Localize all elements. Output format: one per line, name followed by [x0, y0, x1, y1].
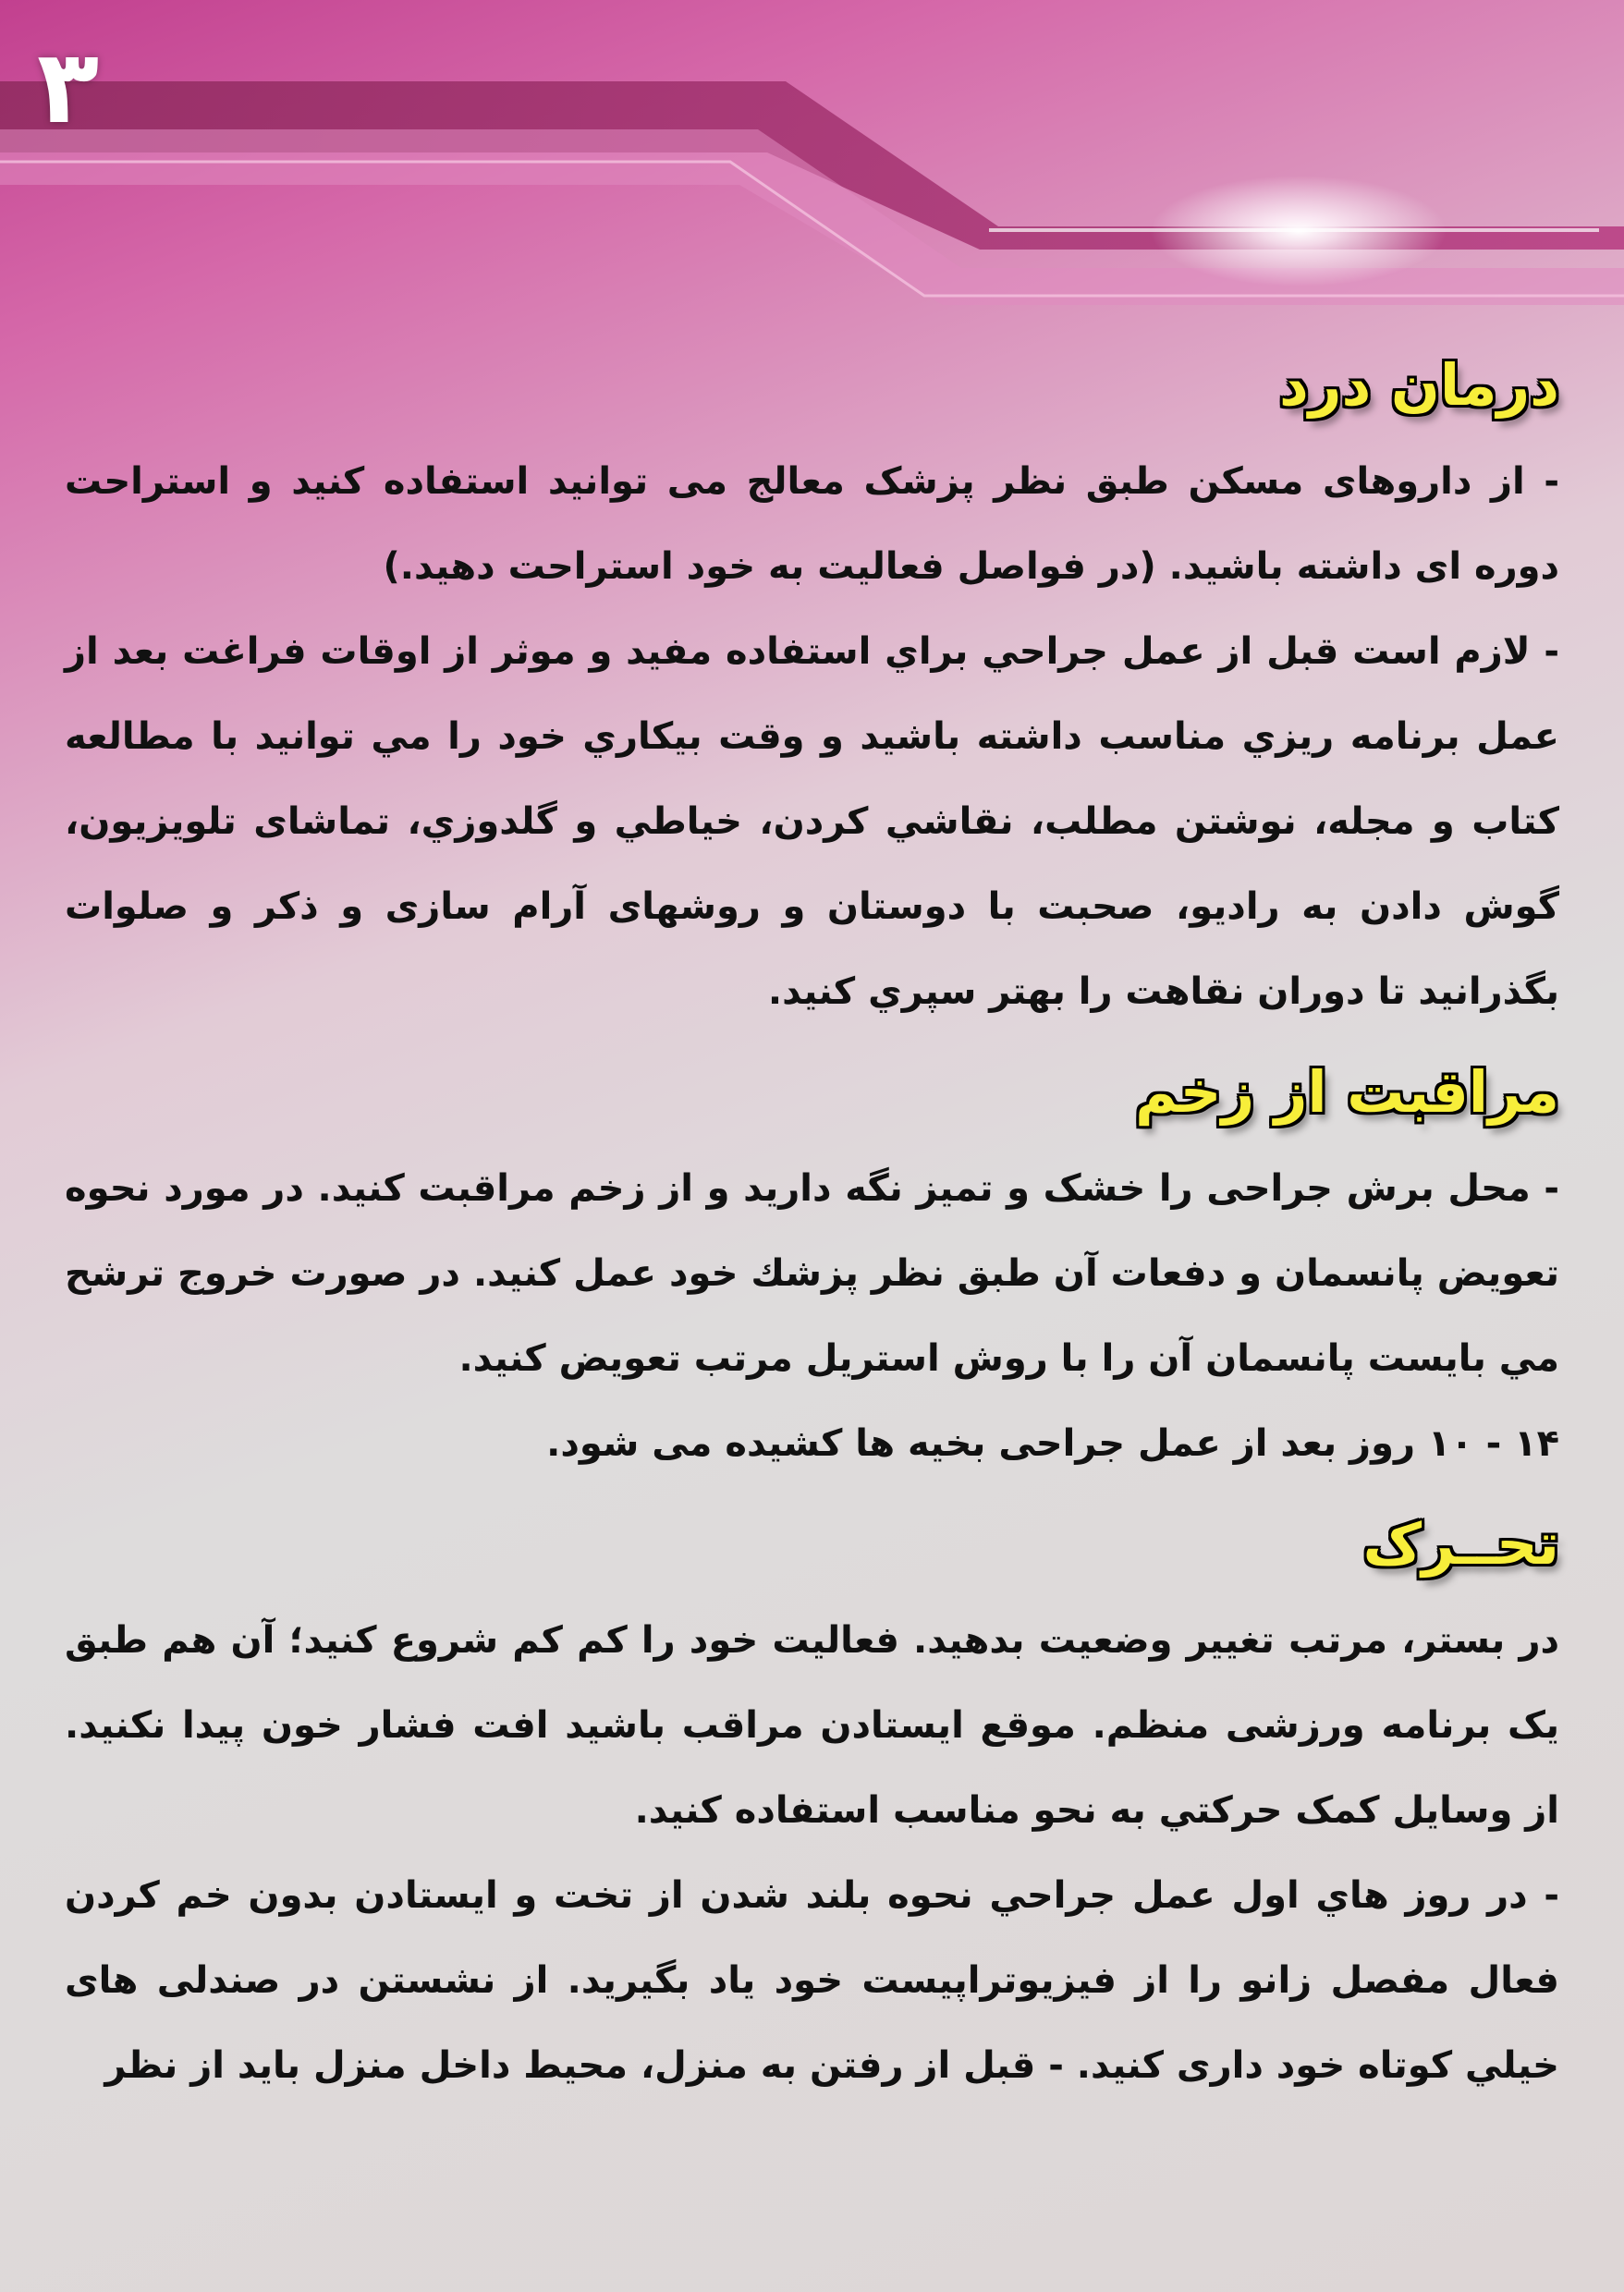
header-decoration [0, 0, 1624, 388]
paragraph: - در روز هاي اول عمل جراحي نحوه بلند شدن از تخت و ايستادن بدون خم كردن فعال مفصل زانو را از فيزيوتراپيست خود ياد بگيريد. از نشستن در صندلی های خيلي كوتاه خود داری کنید. - قبل از رفتن به منزل، محيط داخل منزل بايد از نظر [65, 1874, 1559, 2087]
section-title: درمان درد [1278, 351, 1559, 419]
paragraph: در بستر، مرتب تغییر وضعیت بدهید. فعالیت خود را کم کم شروع کنید؛ آن هم طبق یک برنامه ورزشی منظم. موقع ایستادن مراقب باشید افت فشار خون پیدا نکنید. از وسایل کمک حرکتي به نحو مناسب استفاده کنید. [65, 1619, 1559, 1832]
paragraph: - لازم است قبل از عمل جراحي براي استفاده مفيد و موثر از اوقات فراغت بعد از عمل برنامه ريزي مناسب داشته باشيد و وقت بيكاري خود را مي توانيد با مطالعه كتاب و مجله، نوشتن مطلب، نقاشي كردن، خياطي و گلدوزي، تماشای تلويزيون، گوش دادن به راديو، صحبت با دوستان و روشهای آرام سازی و ذکر و صلوات بگذرانيد تا دوران نقاهت را بهتر سپري كنيد. [65, 630, 1559, 1013]
paragraph: ۱۴ - ۱۰ روز بعد از عمل جراحی بخیه ها کشیده می شود. [546, 1422, 1559, 1465]
page-content [65, 351, 1559, 2132]
section-wound-care [65, 1058, 1559, 1486]
page-number: ۳ [37, 28, 100, 146]
section-title: تحــرک [1362, 1510, 1559, 1578]
section-title: مراقبت از زخم [1135, 1058, 1559, 1126]
paragraph: - از داروهای مسکن طبق نظر پزشک معالج می توانید استفاده کنید و استراحت دوره ای داشته باشید. (در فواصل فعالیت به خود استراحت دهید.) [65, 460, 1559, 588]
section-pain-treatment [65, 351, 1559, 1034]
paragraph: - محل برش جراحی را خشک و تمیز نگه دارید و از زخم مراقبت کنید. در مورد نحوه تعويض پانسمان و دفعات آن طبق نظر پزشك خود عمل كنيد. در صورت خروج ترشح مي بايست پانسمان آن را با روش استريل مرتب تعويض كنيد. [65, 1167, 1559, 1380]
section-mobility [65, 1510, 1559, 2108]
